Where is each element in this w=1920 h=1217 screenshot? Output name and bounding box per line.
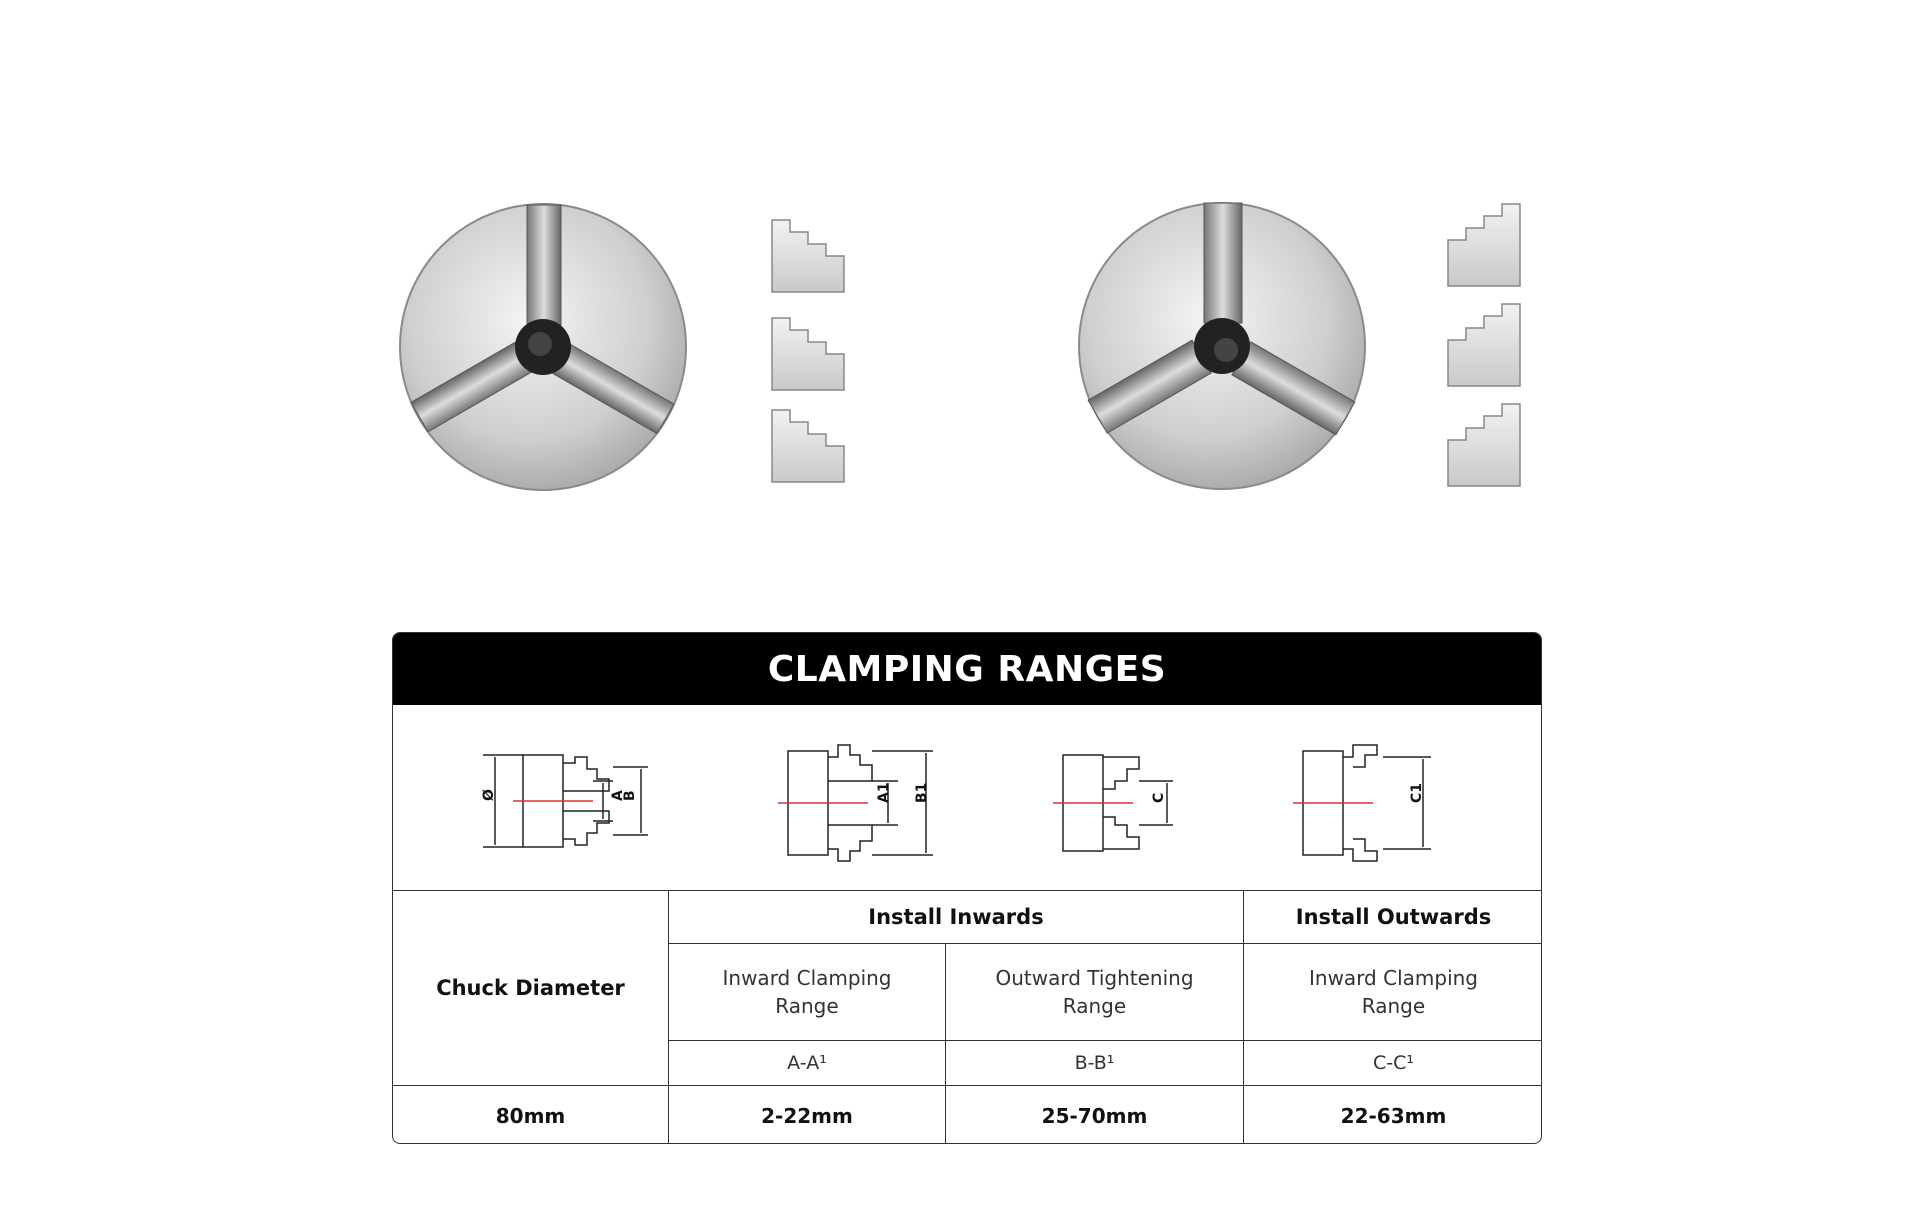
table-cell-b: 25-70mm	[945, 1085, 1243, 1144]
diagram-row	[393, 705, 1541, 891]
diagram-label: C1	[1409, 782, 1425, 803]
group-install-outwards: Install Outwards	[1243, 891, 1542, 943]
chuck-1	[400, 204, 686, 490]
diagram-label: B	[622, 790, 638, 801]
panel-header	[393, 633, 1541, 705]
diagram-label: C	[1151, 792, 1167, 803]
panel-title: CLAMPING RANGES	[767, 648, 1167, 690]
column-code-c: C-C¹	[1243, 1040, 1542, 1085]
table-cell-diameter: 80mm	[393, 1085, 668, 1144]
table-cell-c: 22-63mm	[1243, 1085, 1542, 1144]
column-header-outward-inward-clamping: Inward Clamping Range	[1243, 943, 1542, 1040]
row-header-chuck-diameter: Chuck Diameter	[436, 976, 625, 1000]
jaw-set-1	[772, 220, 844, 482]
chuck-product-photos	[0, 0, 1920, 600]
diagram-outward-c1	[1293, 705, 1473, 891]
diagram-label: Ø	[481, 789, 497, 801]
clamping-ranges-panel	[392, 632, 1542, 1144]
column-header-outward-tightening: Outward Tightening Range	[945, 943, 1243, 1040]
diagram-inward-ab	[473, 705, 673, 891]
diagram-label: A1	[876, 782, 892, 803]
product-images	[0, 0, 1920, 600]
chuck-2	[1079, 203, 1365, 489]
table-cell-a: 2-22mm	[668, 1085, 945, 1144]
column-header-inward-clamping: Inward Clamping Range	[668, 943, 945, 1040]
group-install-inwards: Install Inwards	[668, 891, 1243, 943]
diagram-label: B1	[914, 782, 930, 803]
column-code-a: A-A¹	[668, 1040, 945, 1085]
diagram-label: A	[610, 790, 626, 801]
diagram-outward-a1b1	[768, 705, 968, 891]
column-code-b: B-B¹	[945, 1040, 1243, 1085]
diagram-outward-c	[1053, 705, 1223, 891]
clamping-table	[393, 891, 1541, 1144]
jaw-set-2	[1448, 204, 1520, 486]
